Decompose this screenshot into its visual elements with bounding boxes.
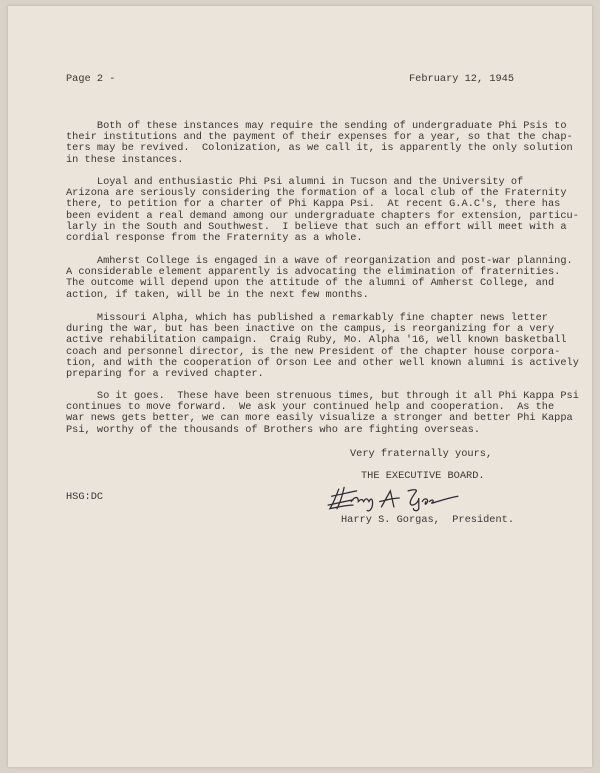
executive-board: THE EXECUTIVE BOARD.: [361, 470, 485, 482]
text-line: coach and personnel director, is the new President of the chapter house corpora-: [66, 345, 561, 358]
text-line: been evident a real demand among our undergraduate chapters for extension, particu-: [66, 209, 579, 222]
text-line: in these instances.: [66, 153, 184, 166]
typist-initials: HSG:DC: [66, 491, 104, 503]
text-line: Both of these instances may require the sending of undergraduate Phi Psis to: [66, 120, 567, 132]
text-line: during the war, but has been inactive on the campus, is reorganizing for a very: [66, 323, 555, 336]
text-line: ters may be revived. Colonization, as we call it, is apparently the only solution: [66, 142, 573, 155]
paragraph-3: [66, 256, 573, 301]
text-line: tion, and with the cooperation of Orson Lee and other well known alumni is actively: [66, 356, 579, 369]
text-line: preparing for a revived chapter.: [66, 367, 264, 380]
text-line: larly in the South and Southwest. I believe that such an effort will meet with a: [66, 220, 567, 233]
text-line: action, if taken, will be in the next few months.: [66, 288, 369, 301]
paragraph-2: [66, 177, 579, 244]
text-line: So it goes. These have been strenuous times, but through it all Phi Kappa Psi: [66, 390, 579, 402]
letter-date: February 12, 1945: [409, 73, 515, 85]
text-line: Arizona are seriously considering the formation of a local club of the Fraternity: [66, 187, 567, 200]
text-line: A considerable element apparently is advocating the elimination of fraternities.: [66, 266, 561, 279]
closing-salutation: Very fraternally yours,: [350, 448, 493, 460]
text-line: Psi, worthy of the thousands of Brothers who are fighting overseas.: [66, 423, 481, 436]
text-line: active rehabilitation campaign. Craig Ruby, Mo. Alpha '16, well known basketball: [66, 334, 567, 347]
paragraph-4: [66, 313, 579, 380]
text-line: Loyal and enthusiastic Phi Psi alumni in Tucson and the University of: [66, 176, 524, 188]
handwritten-signature: [318, 482, 468, 514]
text-line: continues to move forward. We ask your continued help and cooperation. As the: [66, 401, 555, 414]
paragraph-1: [66, 121, 573, 166]
page-number: Page 2 -: [66, 73, 116, 85]
signer-name-title: Harry S. Gorgas, President.: [341, 514, 515, 526]
text-line: there, to petition for a charter of Phi Kappa Psi. At recent G.A.C's, there has: [66, 198, 561, 211]
paragraph-5: [66, 391, 579, 436]
text-line: Amherst College is engaged in a wave of reorganization and post-war planning.: [66, 255, 573, 267]
text-line: their institutions and the payment of their expenses for a year, so that the chap-: [66, 131, 573, 144]
text-line: The outcome will depend upon the attitude of the alumni of Amherst College, and: [66, 277, 555, 290]
text-line: cordial response from the Fraternity as a whole.: [66, 231, 363, 244]
text-line: war news gets better, we can more easily visualize a stronger and better Phi Kappa: [66, 412, 573, 425]
text-line: Missouri Alpha, which has published a remarkably fine chapter news letter: [66, 312, 548, 324]
